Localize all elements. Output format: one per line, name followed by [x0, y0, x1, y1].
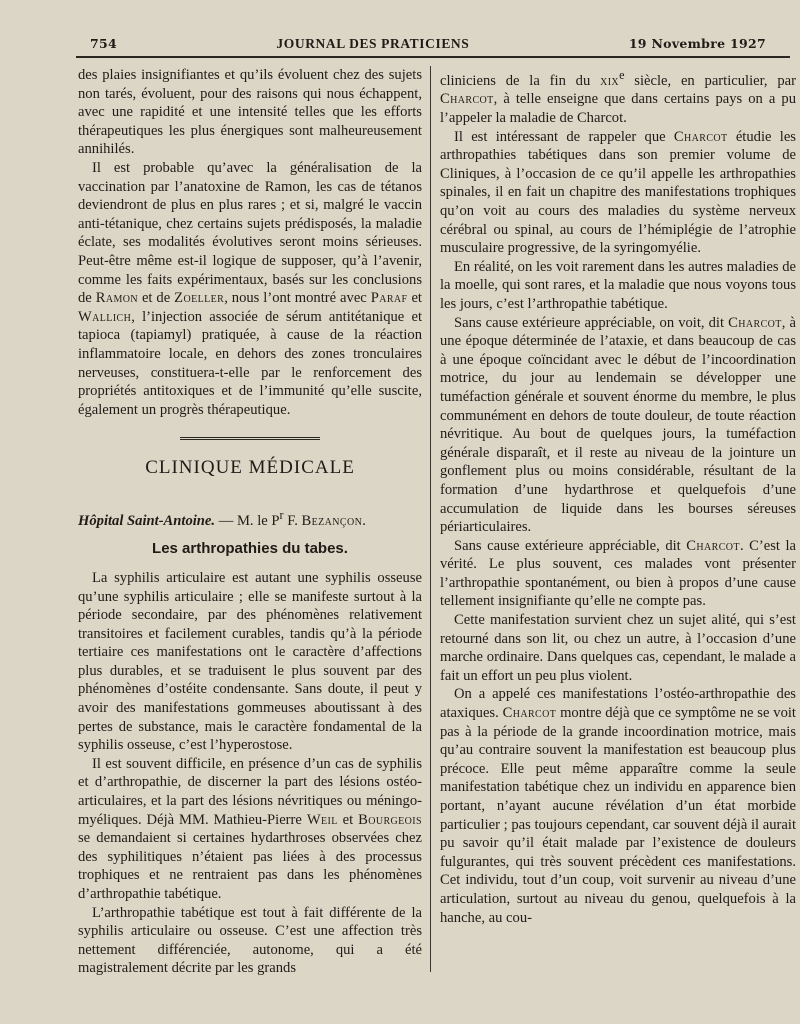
author-name: Zoeller — [174, 290, 225, 307]
right-column — [440, 66, 796, 927]
author-name: Weil — [306, 811, 338, 828]
paragraph: Cette manifestation survient chez un sujet alité, qui s’est retourné dans son lit, ou chez un autre, à l’occasion d’une marche ordinaire. Dans quelques cas, cependant, le malade a fait un effort un peu plus violent. — [440, 612, 796, 684]
author-name: Wallich — [78, 308, 132, 325]
paragraph: Il est intéressant de rappeler que Charcot étudie les arthropathies tabétiques dans son premier volume de Cliniques, à l’occasion de ce qu’il appelle les arthropathies spinales, il en fait un chapitre des manifestations trophiques qu’on voit au cours des maladies du système nerveux cérébral ou spinal, au cours de l’hémiplégie de l’atrophie musculaire progressive, de la syringomyélie. — [440, 128, 796, 257]
left-column — [78, 66, 422, 978]
section-title: CLINIQUE MÉDICALE — [145, 457, 355, 479]
paragraph: On a appelé ces manifestations l’ostéo-arthropathie des ataxiques. Charcot montre déjà que ce symptôme ne se voit pas à la période de la grande incoordination motrice, mais qu’au contraire souvent la manifestation est beaucoup plus précoce. Elle peut même apparaître comme la seule manifestation tabétique chez un individu en apparence bien portant, n’ayant aucune révélation d’un état morbide particulier ; pas toujours cependant, car souvent déjà il aurait pu savoir qu’il était malade par l’existence de douleurs fulgurantes, qui très souvent précèdent ces manifestations. Cet individu, tout d’un coup, voit survenir au niveau d’une articulation, surtout au niveau du genou, quelquefois à la hanche, au cou- — [440, 686, 796, 926]
author-name: Charcot — [686, 537, 740, 554]
paragraph: Il est probable qu’avec la généralisation de la vaccination par l’anatoxine de Ramon, les cas de tétanos deviendront de plus en plus rares ; et si, malgré le vaccin anti-tétanique, chez certains sujets prédisposés, la maladie éclate, ses modalités évolutives seront moins sérieuses. Peut-être même est-il logique de supposer, qu’à l’avenir, comme les faits expérimentaux, basés sur les conclusions de Ramon et de Zoeller, nous l’ont montré avec Paraf et Wallich, l’injection associée de sérum antitétanique et tapioca (tapiamyl) pratiquée, à cause de la réaction inflammatoire locale, en dehors des zones tronculaires nerveuses, constituera-t-elle par le renforcement des propriétés antitoxiques et de l’immunité qu’elle suscite, également un progrès thérapeutique. — [78, 159, 422, 418]
section-divider — [180, 437, 320, 443]
paragraph: La syphilis articulaire est autant une syphilis osseuse qu’une syphilis articulaire ; elle se manifeste surtout à la période secondaire, par des phénomènes relativement transitoires et facilement curables, tandis qu’à la période tertiaire ces manifestations ont le caractère d’affections plus durables, et se traduisent le plus souvent par des phénomènes d’ostéite condensante. Sans doute, il peut y avoir des manifestations gommeuses aboutissant à des pertes de substance, mais le caractère fondamental de la syphilis osseuse, c’est l’hyperostose. — [78, 569, 422, 754]
paragraph: En réalité, on les voit rarement dans les autres maladies de la moelle, qui sont rares, et la maladie que nous voyons tous les jours, c’est l’arthropathie tabétique. — [440, 258, 796, 312]
article-byline: Hôpital Saint-Antoine. — M. le $P^r$ F. Bezançon. — [78, 507, 366, 529]
hospital-name: Hôpital Saint-Antoine. — [78, 512, 216, 529]
author-name: Bezançon — [301, 512, 363, 529]
paragraph: Sans cause extérieure appréciable, on voit, dit Charcot, à une époque déterminée de l’ataxie, et dans beaucoup de cas à une époque coïncidant avec le début de l’incoordination motrice, du jour au lendemain se développer une tuméfaction générale et souvent énorme du membre, le plus communément en dehors de toute douleur, de toute réaction névritique. Au bout de quelques jours, la tuméfaction générale disparaît, et il reste au niveau de la jointure un gonflement plus ou moins considérable, résultant de la formation d’une hydarthrose et quelquefois d’une accumulation de liquide dans les bourses séreuses périarticulaires. — [440, 314, 796, 536]
author-name: Charcot — [502, 705, 557, 722]
running-header — [90, 36, 766, 52]
column-divider — [430, 66, 431, 972]
paragraph: Il est souvent difficile, en présence d’un cas de syphilis et d’arthropathie, de discerner la part des lésions ostéo-articulaires, et la part des lésions névritiques ou méningo-myéliques. Déjà MM. Mathieu-Pierre Weil et Bourgeois se demandaient si certaines hydarthroses observées chez des syphilitiques n’étaient pas liées à des processus trophiques et ne rentraient pas dans les phénomènes d’arthropathie tabétique. — [78, 755, 422, 903]
paragraph: cliniciens de la fin du xix$^e$ siècle, en particulier, par Charcot, à telle enseigne que dans certains pays on a pu l’appeler la maladie de Charcot. — [440, 68, 796, 127]
paragraph: Sans cause extérieure appréciable, dit Charcot. C’est la vérité. Le plus souvent, ces malades vont présenter l’arthropathie spontanément, ou bien à propos d’une cause tellement insignifiante qu’elle ne compte pas. — [440, 537, 796, 610]
author-name: Charcot — [440, 91, 494, 108]
issue-date: 19 Novembre 1927 — [628, 36, 766, 51]
journal-title: JOURNAL DES PRATICIENS — [276, 36, 470, 51]
paragraph: des plaies insignifiantes et qu’ils évoluent chez des sujets non tarés, évoluent, pour des raisons qui nous échappent, avec une rapidité et une intensité telles que les efforts thérapeutiques les plus énergiques sont malheureusement annihilés. — [78, 67, 422, 158]
article-title: Les arthropathies du tabes. — [152, 540, 348, 558]
header-rule — [76, 56, 790, 58]
author-name: Paraf — [370, 290, 408, 307]
author-name: Ramon — [95, 290, 139, 307]
author-name: Charcot — [673, 128, 728, 145]
paragraph: L’arthropathie tabétique est tout à fait différente de la syphilis articulaire ou osseuse. C’est une affection très nettement différenciée, autonome, qui a été magistralement décrite par les grands — [78, 904, 422, 977]
page-number: 754 — [90, 36, 117, 51]
author-name: Charcot — [728, 314, 782, 331]
author-name: Bourgeois — [358, 811, 422, 828]
